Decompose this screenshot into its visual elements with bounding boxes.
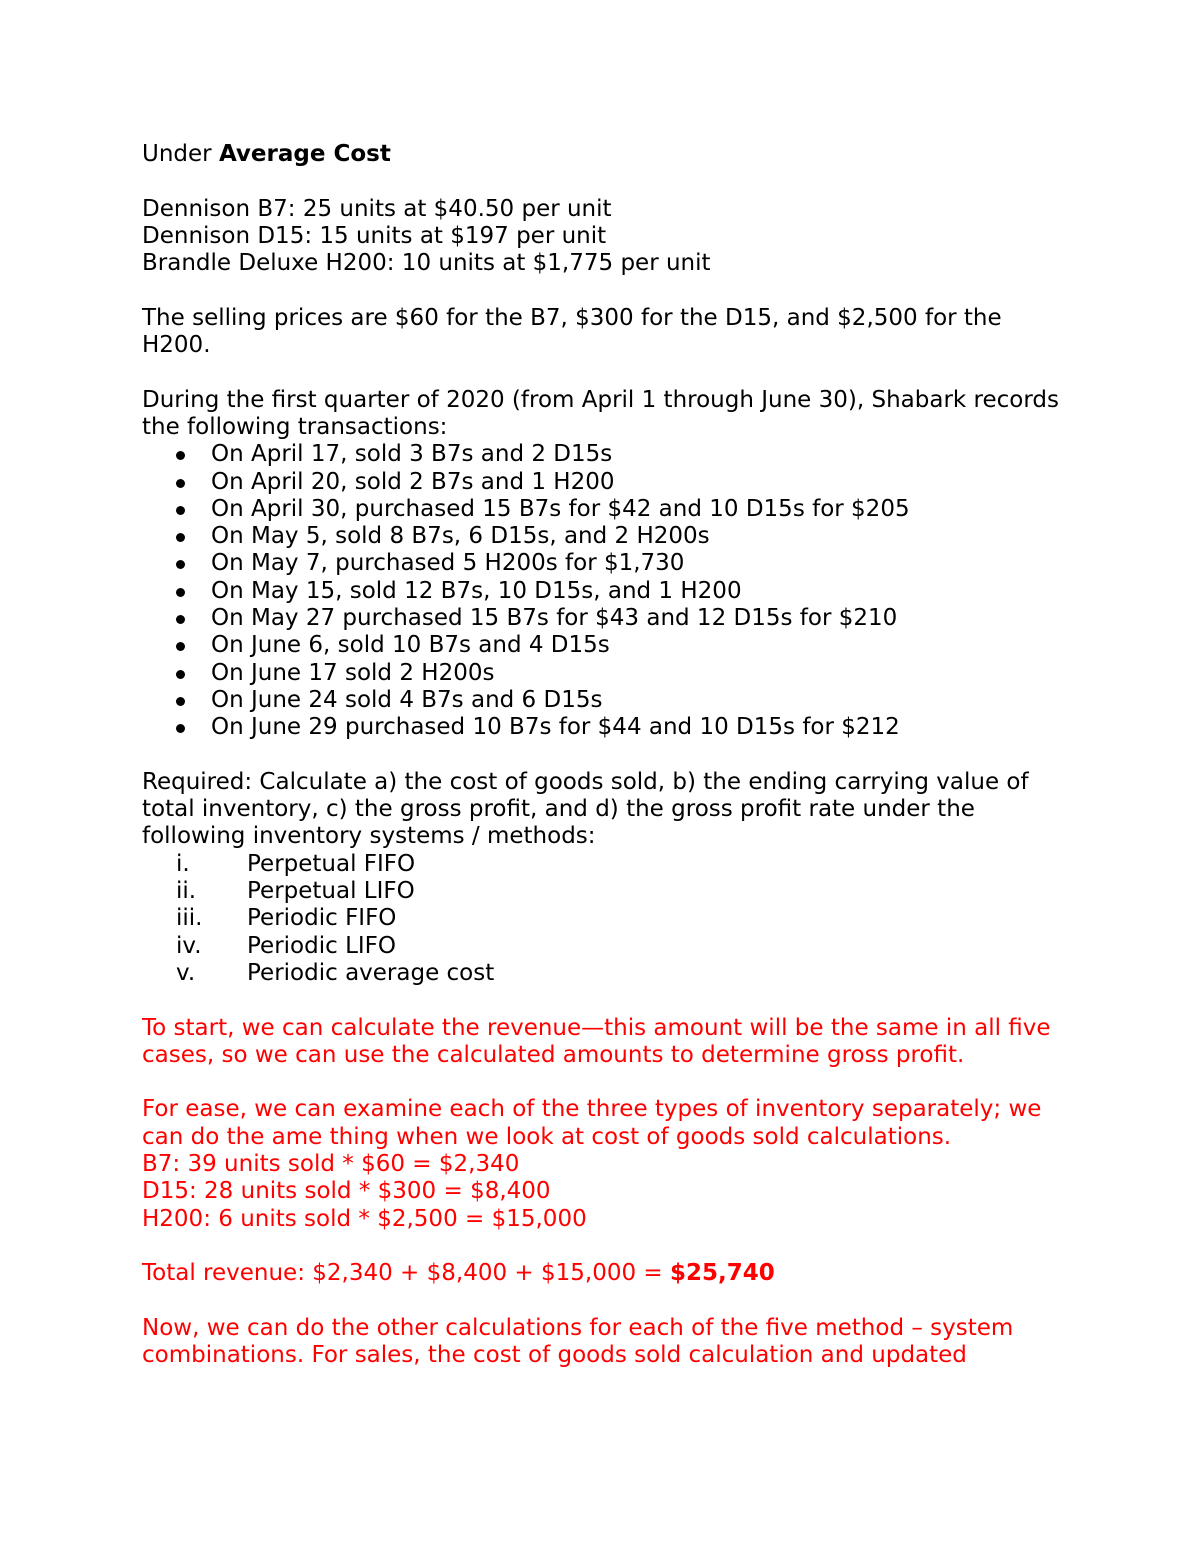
inventory-line: Dennison D15: 15 units at $197 per unit — [142, 222, 607, 249]
inventory-line: Brandle Deluxe H200: 10 units at $1,775 per unit — [142, 250, 711, 277]
transactions-list — [142, 441, 1062, 741]
bullet-icon — [176, 506, 185, 515]
list-item: On June 6, sold 10 B7s and 4 D15s — [142, 632, 1062, 659]
list-item: On June 24 sold 4 B7s and 6 D15s — [142, 687, 1062, 714]
list-number: v. — [176, 959, 196, 986]
list-item: On April 17, sold 3 B7s and 2 D15s — [142, 441, 1062, 468]
heading-prefix: Under — [142, 141, 219, 167]
list-number: iii. — [176, 905, 203, 932]
list-item: On April 20, sold 2 B7s and 1 H200 — [142, 469, 1062, 496]
bullet-icon — [176, 724, 185, 733]
bullet-icon — [176, 670, 185, 679]
selling-prices-paragraph: The selling prices are $60 for the B7, $300 for the D15, and $2,500 for the H200. — [142, 304, 1002, 359]
methods-list — [142, 851, 1062, 987]
revenue-line: D15: 28 units sold * $300 = $8,400 — [142, 1178, 551, 1205]
list-item: On May 15, sold 12 B7s, 10 D15s, and 1 H200 — [142, 578, 1062, 605]
section-heading — [142, 141, 1062, 168]
bullet-icon — [176, 479, 185, 488]
bullet-icon — [176, 588, 185, 597]
list-item: v. Periodic average cost — [176, 959, 495, 986]
list-number: ii. — [176, 878, 197, 905]
revenue-line: B7: 39 units sold * $60 = $2,340 — [142, 1150, 520, 1177]
revenue-line: H200: 6 units sold * $2,500 = $15,000 — [142, 1205, 587, 1232]
heading-bold: Average Cost — [218, 141, 391, 167]
answer-start-paragraph: To start, we can calculate the revenue—this amount will be the same in all five cases, so we can use the calculated amounts to determine gross profit. — [142, 1014, 1051, 1068]
list-item: On May 5, sold 8 B7s, 6 D15s, and 2 H200s — [142, 523, 1062, 550]
bullet-icon — [176, 560, 185, 569]
bullet-icon — [176, 451, 185, 460]
list-item: On May 27 purchased 15 B7s for $43 and 12 D15s for $210 — [142, 605, 1062, 632]
list-item: On April 30, purchased 15 B7s for $42 and 10 D15s for $205 — [142, 496, 1062, 523]
inventory-line: Dennison B7: 25 units at $40.50 per unit — [142, 195, 612, 222]
total-revenue-value: $25,740 — [670, 1260, 775, 1287]
answer-now-paragraph: Now, we can do the other calculations for each of the five method – system combinations. For sales, the cost of goods sold calculation and updated — [142, 1314, 1014, 1369]
list-item: iv. Periodic LIFO — [176, 932, 396, 959]
bullet-icon — [176, 697, 185, 706]
total-revenue-label: Total revenue: $2,340 + $8,400 + $15,000 = — [142, 1260, 671, 1287]
list-item: iii. Periodic FIFO — [176, 905, 397, 932]
bullet-icon — [176, 642, 185, 651]
bullet-icon — [176, 615, 185, 624]
list-number: i. — [176, 850, 190, 877]
list-item: ii. Perpetual LIFO — [176, 878, 415, 905]
list-item: On June 17 sold 2 H200s — [142, 660, 1062, 687]
list-item: i. Perpetual FIFO — [176, 850, 416, 877]
document-body — [142, 141, 1062, 1369]
bullet-icon — [176, 533, 185, 542]
list-item: On May 7, purchased 5 H200s for $1,730 — [142, 550, 1062, 577]
quarter-intro-paragraph: During the first quarter of 2020 (from April 1 through June 30), Shabark records the following transactions: — [142, 386, 1060, 440]
total-revenue-line — [142, 1260, 1062, 1287]
answer-ease-paragraph: For ease, we can examine each of the three types of inventory separately; we can do the ame thing when we look at cost of goods sold calculations. — [142, 1096, 1042, 1150]
list-item: On June 29 purchased 10 B7s for $44 and 10 D15s for $212 — [142, 714, 1062, 741]
list-number: iv. — [176, 932, 202, 959]
required-paragraph: Required: Calculate a) the cost of goods sold, b) the ending carrying value of total inventory, c) the gross profit, and d) the gross profit rate under the following inventory systems / methods: — [142, 768, 1029, 850]
